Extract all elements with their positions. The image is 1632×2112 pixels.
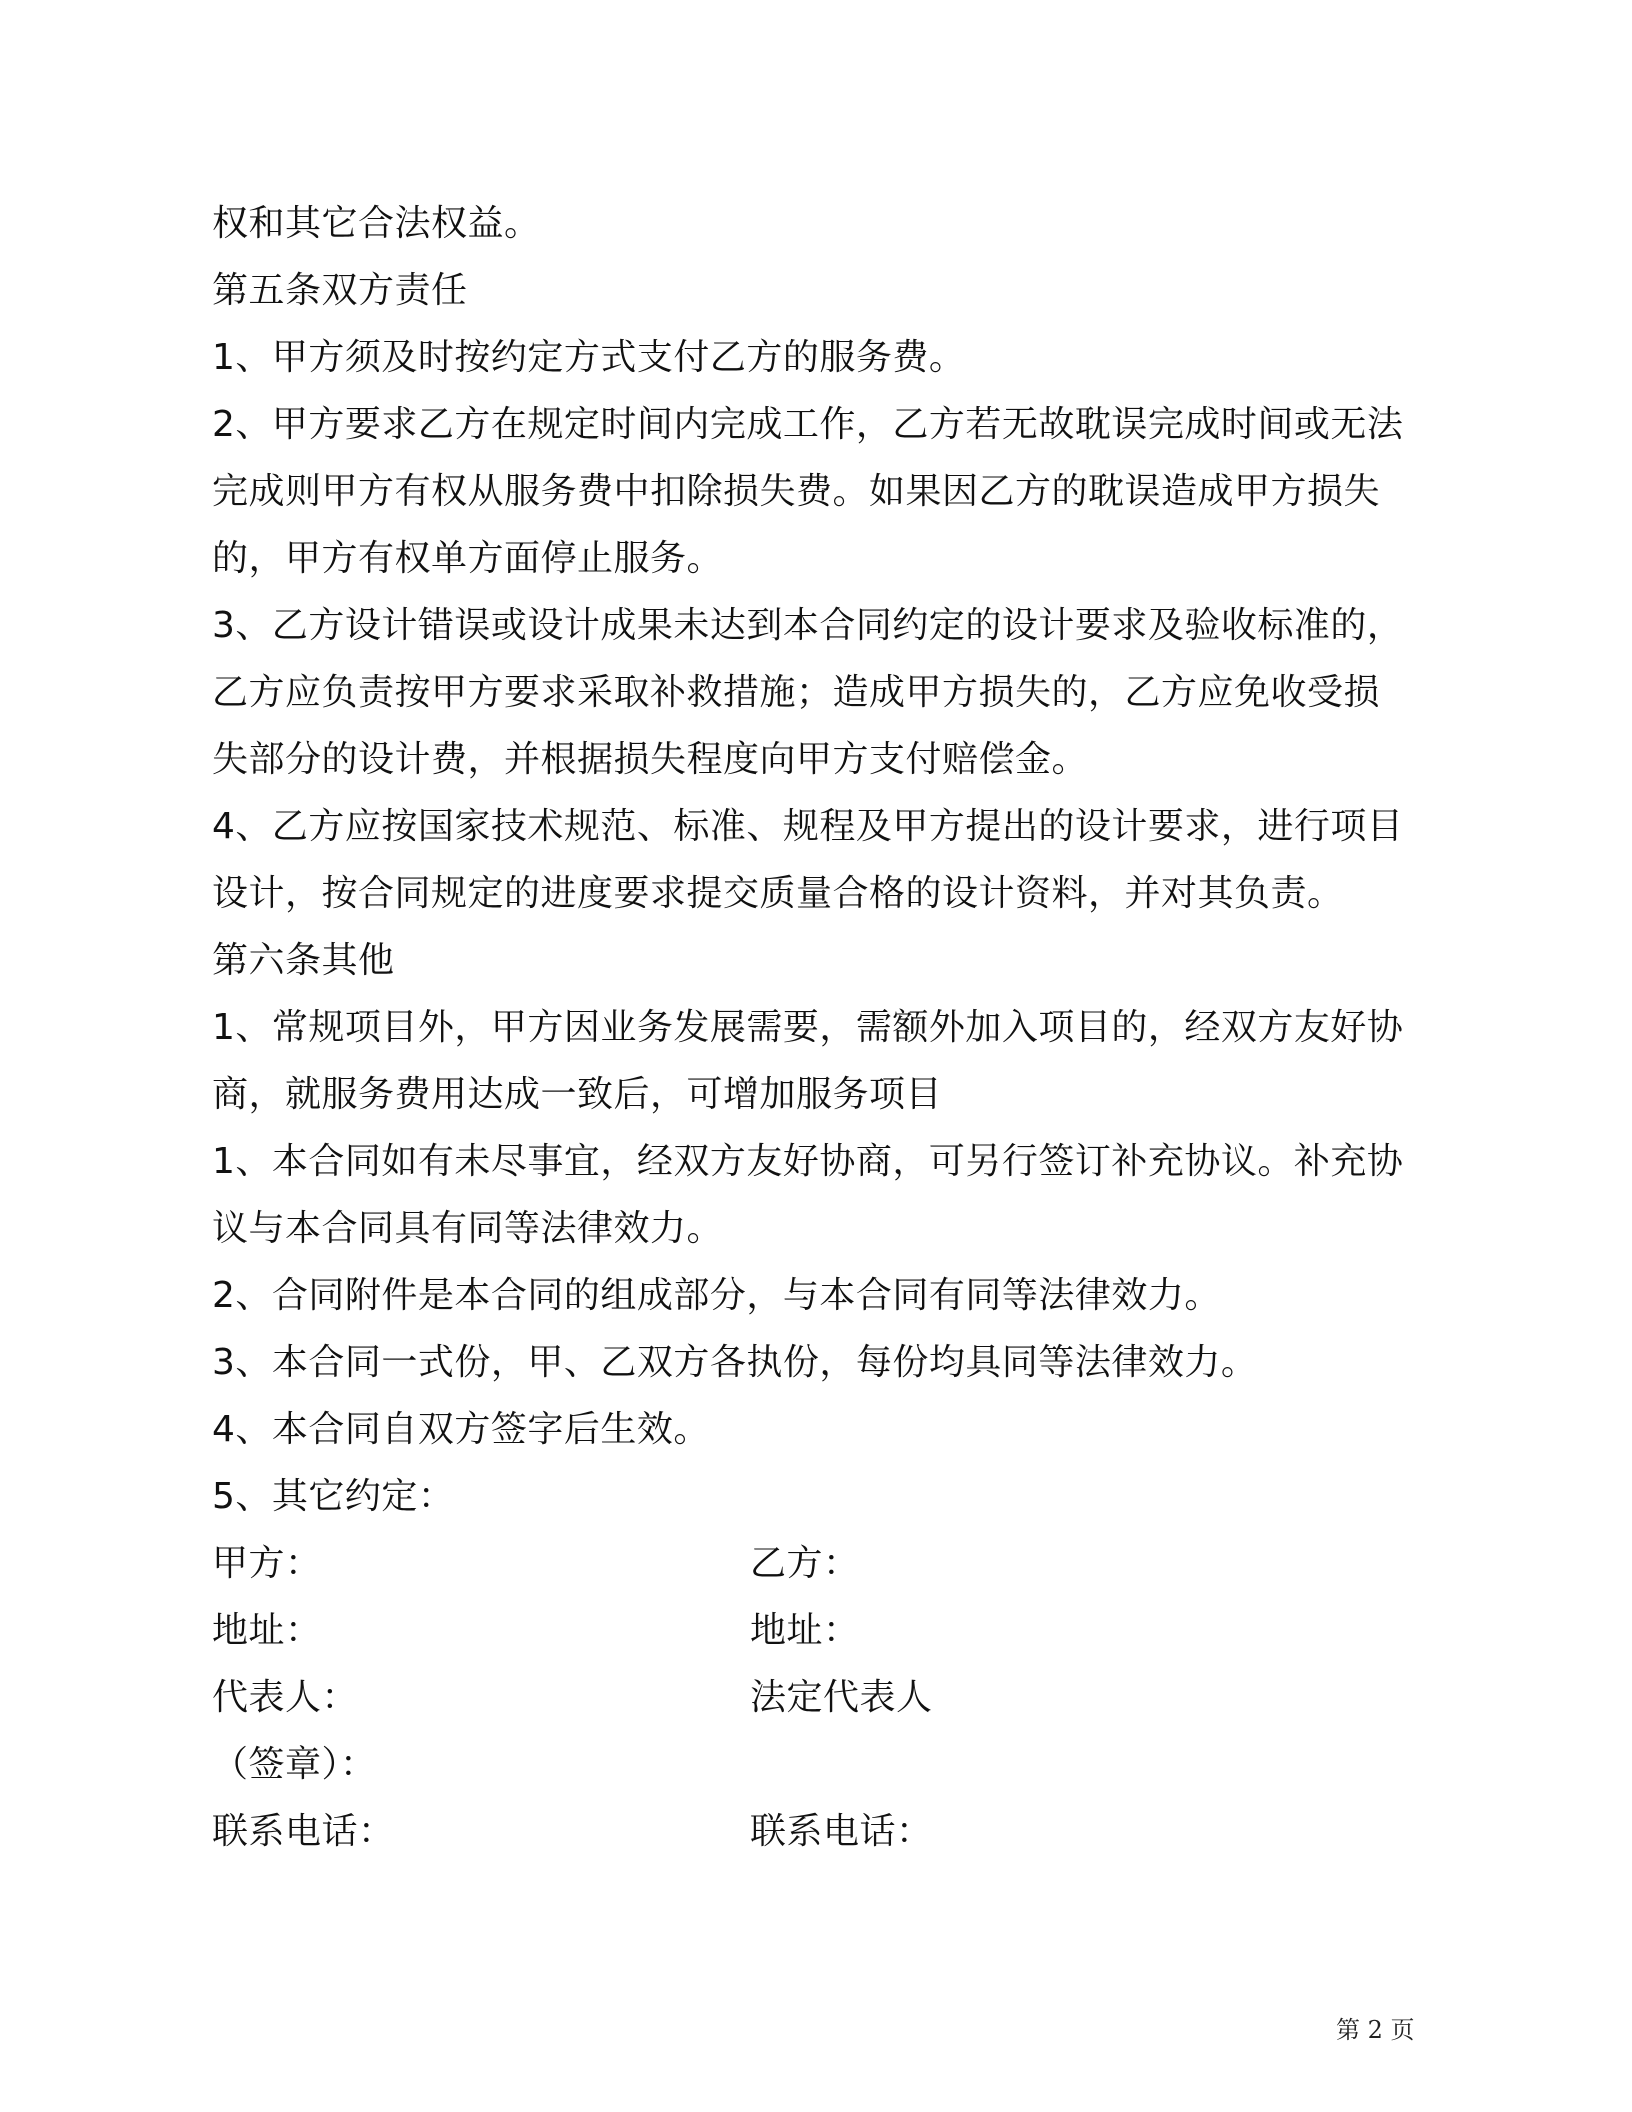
clause-6-2: 2、合同附件是本合同的组成部分，与本合同有同等法律效力。 [212,1275,1221,1316]
text-line: 权和其它合法权益。 [212,203,541,244]
signature-row-address [212,1597,1420,1664]
clause-6-1-line-1: 1、常规项目外，甲方因业务发展需要，需额外加入项目的，经双方友好协 [212,1007,1404,1048]
signature-row-party [212,1530,1420,1597]
page-number: 第 2 页 [1336,2016,1415,2044]
document-body [212,190,1420,1865]
clause-5-4-line-2: 设计，按合同规定的进度要求提交质量合格的设计资料，并对其负责。 [212,873,1344,914]
clause-6-3: 3、本合同一式份，甲、乙双方各执份，每份均具同等法律效力。 [212,1342,1258,1383]
party-b-label: 乙方： [750,1543,860,1584]
clause-5-2-line-3: 的，甲方有权单方面停止服务。 [212,538,724,579]
clause-5-2-line-1: 2、甲方要求乙方在规定时间内完成工作，乙方若无故耽误完成时间或无法 [212,404,1404,445]
party-b-address-label: 地址： [750,1610,860,1651]
party-a-label: 甲方： [212,1543,322,1584]
signature-row-phone [212,1798,1420,1865]
party-b-legal-representative-label: 法定代表人 [750,1677,933,1718]
party-a-representative-label: 代表人： [212,1677,359,1718]
clause-5-3-line-1: 3、乙方设计错误或设计成果未达到本合同约定的设计要求及验收标准的， [212,605,1404,646]
party-a-phone-label: 联系电话： [212,1811,395,1852]
clause-5-3-line-2: 乙方应负责按甲方要求采取补救措施；造成甲方损失的，乙方应免收受损 [212,672,1381,713]
section-heading-article-5: 第五条双方责任 [212,270,468,311]
signature-row-seal [212,1731,1420,1798]
clause-6-4: 4、本合同自双方签字后生效。 [212,1409,710,1450]
clause-6-1b-line-2: 议与本合同具有同等法律效力。 [212,1208,724,1249]
party-b-phone-label: 联系电话： [750,1811,933,1852]
section-heading-article-6: 第六条其他 [212,940,395,981]
clause-5-3-line-3: 失部分的设计费，并根据损失程度向甲方支付赔偿金。 [212,739,1089,780]
clause-6-1-line-2: 商，就服务费用达成一致后，可增加服务项目 [212,1074,943,1115]
clause-5-2-line-2: 完成则甲方有权从服务费中扣除损失费。如果因乙方的耽误造成甲方损失 [212,471,1381,512]
signature-row-representative [212,1664,1420,1731]
party-a-seal-label: （签章）： [212,1744,377,1785]
party-a-address-label: 地址： [212,1610,322,1651]
clause-5-4-line-1: 4、乙方应按国家技术规范、标准、规程及甲方提出的设计要求，进行项目 [212,806,1404,847]
clause-6-5: 5、其它约定： [212,1476,455,1517]
clause-5-1: 1、甲方须及时按约定方式支付乙方的服务费。 [212,337,966,378]
clause-6-1b-line-1: 1、本合同如有未尽事宜，经双方友好协商，可另行签订补充协议。补充协 [212,1141,1404,1182]
